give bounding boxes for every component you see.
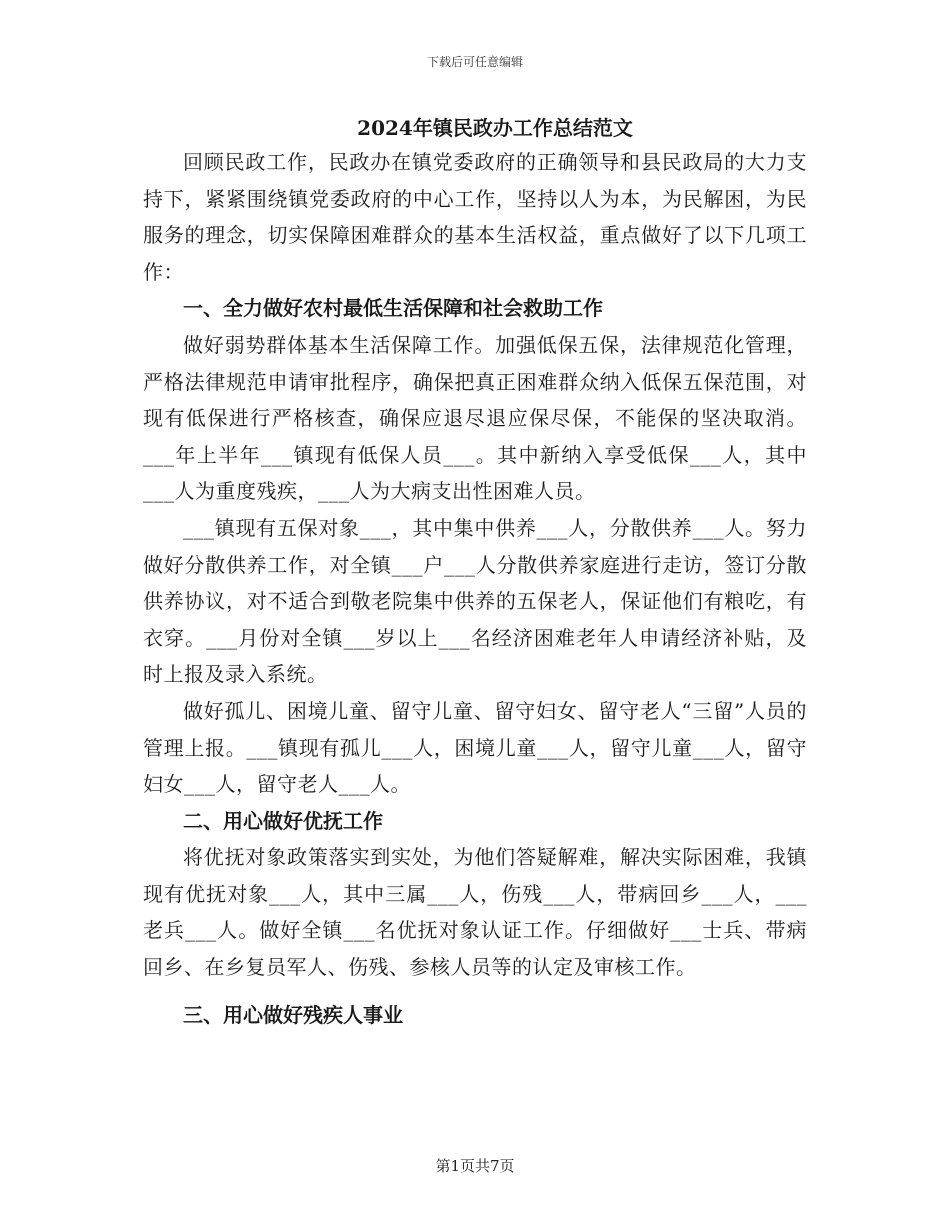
intro-paragraph: 回顾民政工作，民政办在镇党委政府的正确领导和县民政局的大力支持下，紧紧围绕镇党委政府的中心工作，坚持以人为本，为民解困，为民服务的理念，切实保障困难群众的基本生活权益，重点做好了以下几项工作： — [143, 150, 807, 284]
document-body — [143, 112, 807, 1033]
body-paragraph: 将优抚对象政策落实到实处，为他们答疑解难，解决实际困难，我镇现有优抚对象___人，其中三属___人，伤残___人，带病回乡___人，___老兵___人。做好全镇___名优抚对象认证工作。仔细做好___士兵、带病回乡、在乡复员军人、伤残、参核人员等的认定及审核工作。 — [143, 845, 807, 980]
body-paragraph: ___镇现有五保对象___，其中集中供养___人，分散供养___人。努力做好分散供养工作，对全镇___户___人分散供养家庭进行走访，签订分散供养协议，对不适合到敬老院集中供养的五保老人，保证他们有粮吃，有衣穿。___月份对全镇___岁以上___名经济困难老年人申请经济补贴，及时上报及录入系统。 — [143, 515, 807, 687]
body-paragraph: 做好弱势群体基本生活保障工作。加强低保五保，法律规范化管理，严格法律规范申请审批程序，确保把真正困难群众纳入低保五保范围，对现有低保进行严格核查，确保应退尽退应保尽保，不能保的坚决取消。___年上半年___镇现有低保人员___。其中新纳入享受低保___人，其中___人为重度残疾，___人为大病支出性困难人员。 — [143, 332, 807, 504]
section-heading-1: 一、全力做好农村最低生活保障和社会救助工作 — [183, 296, 603, 321]
header-note: 下载后可任意编辑 — [426, 55, 523, 69]
section-heading-3: 三、用心做好残疾人事业 — [183, 1002, 403, 1027]
section-heading-2: 二、用心做好优抚工作 — [183, 808, 383, 833]
page-footer: 第1页共7页 — [435, 1157, 515, 1175]
document-title: 2024年镇民政办工作总结范文 — [357, 116, 633, 140]
body-paragraph: 做好孤儿、困境儿童、留守儿童、留守妇女、留守老人“三留”人员的管理上报。___镇现有孤儿___人，困境儿童___人，留守儿童___人，留守妇女___人，留守老人___人。 — [143, 698, 807, 797]
